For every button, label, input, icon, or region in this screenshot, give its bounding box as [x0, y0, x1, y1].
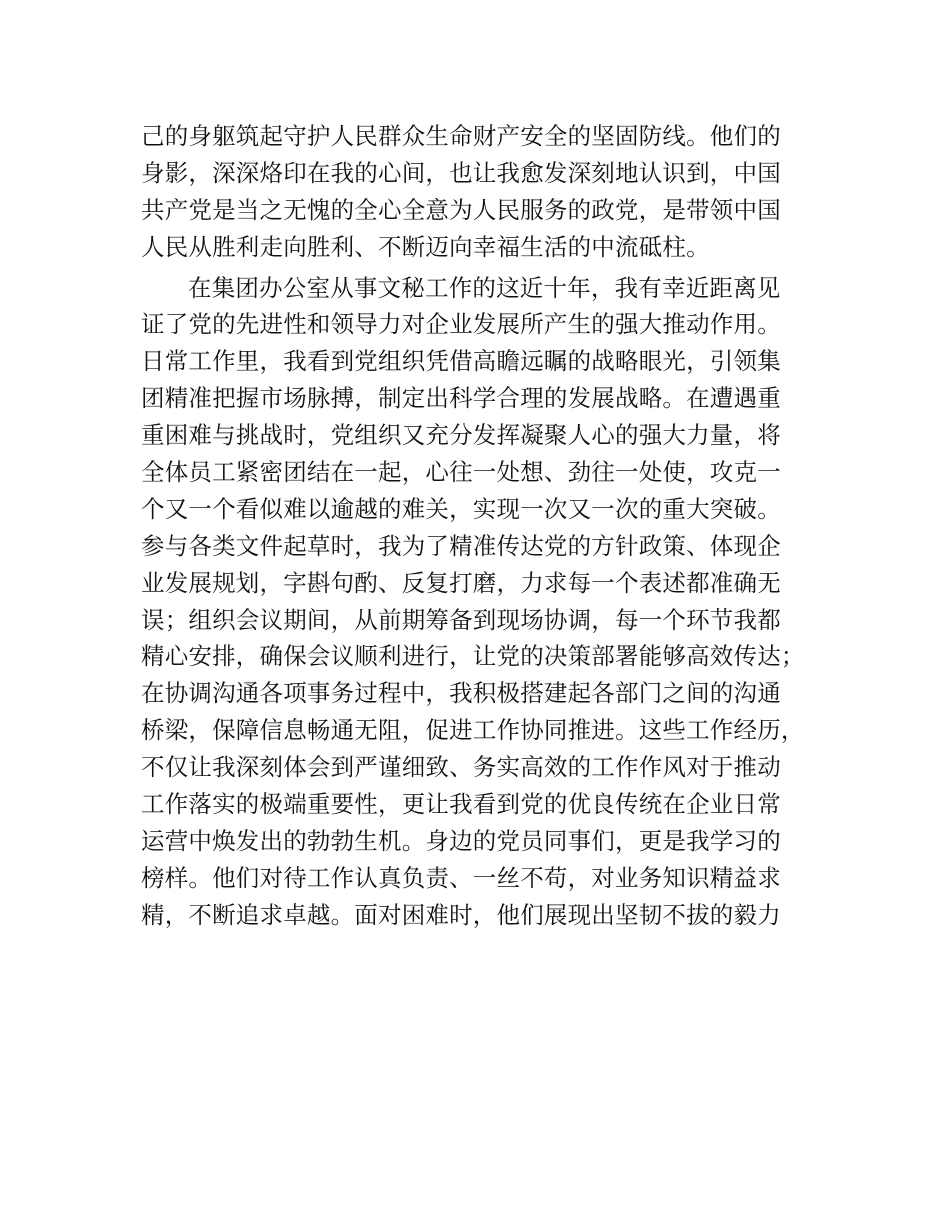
text-line: 业发展规划，字斟句酌、反复打磨，力求每一个表述都准确无	[141, 568, 781, 597]
text-line: 全体员工紧密团结在一起，心往一处想、劲往一处使，攻克一	[141, 458, 781, 487]
text-line: 运营中焕发出的勃勃生机。身边的党员同事们，更是我学习的	[141, 826, 781, 855]
text-line: 参与各类文件起草时，我为了精准传达党的方针政策、体现企	[141, 531, 781, 560]
text-line: 己的身躯筑起守护人民群众生命财产安全的坚固防线。他们的	[141, 122, 781, 150]
body-text	[141, 118, 841, 934]
text-line: 精，不断追求卓越。面对困难时，他们展现出坚韧不拔的毅力	[141, 900, 781, 929]
text-line: 团精准把握市场脉搏，制定出科学合理的发展战略。在遭遇重	[141, 384, 781, 413]
text-line: 误；组织会议期间，从前期筹备到现场协调，每一个环节我都	[141, 605, 781, 634]
text-line: 在协调沟通各项事务过程中，我积极搭建起各部门之间的沟通	[141, 679, 781, 708]
text-line-paragraph-start: 在集团办公室从事文秘工作的这近十年，我有幸近距离见	[188, 273, 781, 302]
text-line: 人民从胜利走向胜利、不断迈向幸福生活的中流砥柱。	[141, 232, 710, 261]
text-line: 工作落实的极端重要性，更让我看到党的优良传统在企业日常	[141, 790, 781, 819]
text-line: 个又一个看似难以逾越的难关，实现一次又一次的重大突破。	[141, 494, 781, 523]
text-line: 日常工作里，我看到党组织凭借高瞻远瞩的战略眼光，引领集	[141, 347, 781, 376]
text-line: 重困难与挑战时，党组织又充分发挥凝聚人心的强大力量，将	[141, 421, 781, 450]
text-line: 身影，深深烙印在我的心间，也让我愈发深刻地认识到，中国	[141, 158, 781, 187]
text-line: 共产党是当之无愧的全心全意为人民服务的政党，是带领中国	[141, 195, 781, 224]
text-line: 证了党的先进性和领导力对企业发展所产生的强大推动作用。	[141, 310, 781, 339]
text-line: 不仅让我深刻体会到严谨细致、务实高效的工作作风对于推动	[141, 753, 781, 782]
text-line: 精心安排，确保会议顺利进行，让党的决策部署能够高效传达；	[141, 642, 805, 671]
text-line: 桥梁，保障信息畅通无阻，促进工作协同推进。这些工作经历，	[141, 716, 805, 745]
text-line: 榜样。他们对待工作认真负责、一丝不苟，对业务知识精益求	[141, 863, 781, 892]
